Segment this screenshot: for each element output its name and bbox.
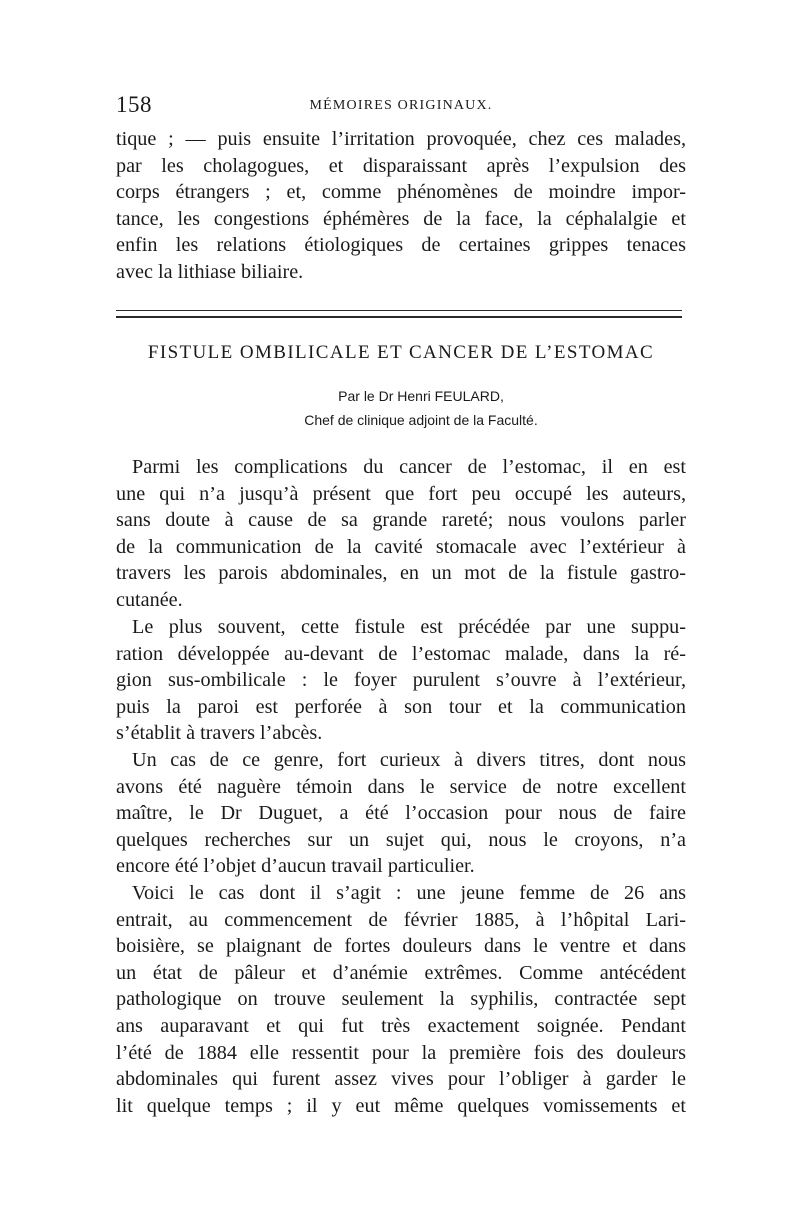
article-title: FISTULE OMBILICALE ET CANCER DE L’ESTOMAC: [147, 342, 655, 363]
page-header: [116, 92, 686, 118]
text-line: sans doute à cause de sa grande rareté; nous voulons parler: [116, 509, 686, 532]
text-line: avec la lithiase biliaire.: [116, 260, 304, 283]
paragraph-2: [116, 614, 686, 747]
text-line: puis la paroi est perforée à son tour et la communication: [116, 695, 686, 718]
text-line: boisière, se plaignant de fortes douleurs dans le ventre et dans: [116, 935, 686, 958]
text-line: Le plus souvent, cette fistule est précédée par une suppu-: [132, 616, 686, 638]
section-divider-thick: [116, 316, 682, 318]
text-line: s’établit à travers l’abcès.: [116, 722, 323, 745]
text-line: ration développée au-devant de l’estomac malade, dans la ré-: [116, 642, 686, 665]
article-author: Par le Dr Henri FEULARD,: [338, 388, 504, 404]
text-line: cutanée.: [116, 588, 183, 611]
paragraph-3: [116, 747, 686, 880]
text-line: entrait, au commencement de février 1885, à l’hôpital Lari-: [116, 908, 686, 931]
text-line: pathologique on trouve seulement la syphilis, contractée sept: [116, 988, 686, 1011]
text-line: un état de pâleur et d’anémie extrêmes. Comme antécédent: [116, 961, 686, 984]
text-line: ans auparavant et qui fut très exactement soignée. Pendant: [116, 1014, 686, 1037]
text-line: enfin les relations étiologiques de certaines grippes tenaces: [116, 234, 686, 257]
text-line: corps étrangers ; et, comme phénomènes de moindre impor-: [116, 181, 686, 204]
text-line: lit quelque temps ; il y eut même quelques vomissements et: [116, 1094, 686, 1117]
text-line: Un cas de ce genre, fort curieux à divers titres, dont nous: [132, 749, 686, 771]
text-line: gion sus-ombilicale : le foyer purulent s’ouvre à l’extérieur,: [116, 669, 686, 692]
text-line: maître, le Dr Duguet, a été l’occasion pour nous de faire: [116, 802, 686, 825]
text-line: abdominales qui furent assez vives pour l’obliger à garder le: [116, 1068, 686, 1091]
page-number: 158: [116, 92, 152, 117]
text-line: encore été l’objet d’aucun travail particulier.: [116, 855, 475, 878]
text-line: quelques recherches sur un sujet qui, nous le croyons, n’a: [116, 828, 686, 851]
text-line: Parmi les complications du cancer de l’estomac, il en est: [132, 456, 686, 478]
text-line: tance, les congestions éphémères de la face, la céphalalgie et: [116, 207, 686, 230]
running-head: MÉMOIRES ORIGINAUX.: [309, 98, 493, 113]
paragraph-4: [116, 880, 686, 1119]
text-line: avons été naguère témoin dans le service de notre excellent: [116, 775, 686, 798]
text-line: Voici le cas dont il s’agit : une jeune femme de 26 ans: [132, 882, 686, 904]
text-line: une qui n’a jusqu’à présent que fort peu occupé les auteurs,: [116, 482, 686, 505]
text-line: tique ; — puis ensuite l’irritation provoquée, chez ces malades,: [116, 128, 686, 150]
previous-article-ending: [116, 126, 686, 286]
text-line: par les cholagogues, et disparaissant après l’expulsion des: [116, 154, 686, 177]
section-divider-thin: [116, 310, 682, 311]
text-line: l’été de 1884 elle ressentit pour la première fois des douleurs: [116, 1041, 686, 1064]
text-line: de la communication de la cavité stomacale avec l’extérieur à: [116, 535, 686, 558]
text-line: travers les parois abdominales, en un mot de la fistule gastro-: [116, 562, 686, 585]
article-author-role: Chef de clinique adjoint de la Faculté.: [304, 412, 538, 428]
paragraph-1: [116, 454, 686, 614]
